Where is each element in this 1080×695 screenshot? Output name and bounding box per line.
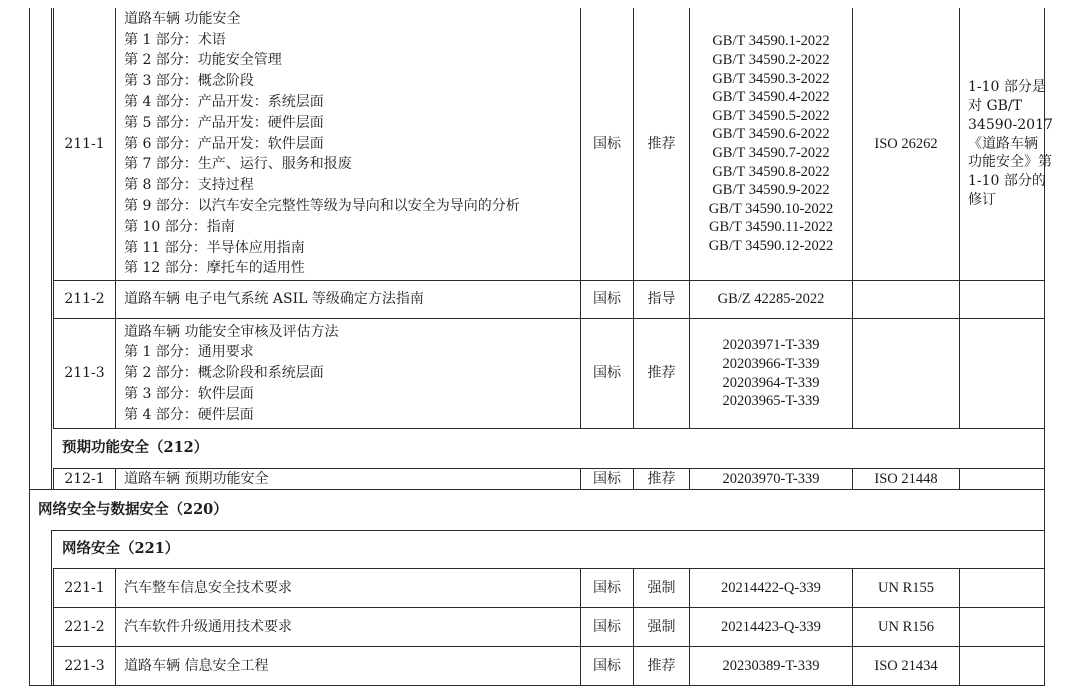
- international-standard: UN R156: [878, 618, 934, 635]
- note-line: 修订: [968, 191, 996, 208]
- col-divider: [959, 568, 960, 686]
- standard-number: [690, 8, 852, 280]
- std-line: GB/T 34590.5-2022: [712, 107, 830, 124]
- std-line: 20203971-T-339: [722, 337, 820, 354]
- standard-number: GB/Z 42285-2022: [717, 291, 825, 308]
- standard-name: 汽车整车信息安全技术要求: [124, 579, 292, 596]
- table-border-left: [29, 8, 30, 686]
- row-id: 211-2: [64, 291, 105, 308]
- standard-name: 道路车辆 预期功能安全: [124, 470, 269, 487]
- international-standard: ISO 26262: [874, 135, 938, 152]
- section-header-221: 网络安全（221）: [62, 540, 180, 558]
- note-line: 34590-2017: [968, 116, 1053, 133]
- name-line: 道路车辆 功能安全: [124, 10, 241, 27]
- std-line: 20203965-T-339: [722, 393, 820, 410]
- standard-number: 20230389-T-339: [722, 657, 820, 674]
- name-line: 第 3 部分：概念阶段: [124, 73, 254, 90]
- standard-type: 国标: [593, 579, 621, 596]
- standard-number: 20214422-Q-339: [721, 579, 821, 596]
- name-line: 第 6 部分：产品开发：软件层面: [124, 135, 324, 152]
- note-line: 1-10 部分的: [968, 173, 1046, 190]
- standard-nature: 推荐: [647, 657, 676, 674]
- name-line: 第 2 部分：概念阶段和系统层面: [124, 365, 324, 382]
- col-divider: [959, 468, 960, 489]
- note-line: 《道路车辆: [968, 135, 1038, 152]
- international-standard: ISO 21448: [874, 470, 938, 487]
- standard-nature: 推荐: [647, 135, 676, 152]
- standard-type: 国标: [593, 618, 621, 635]
- name-line: 第 1 部分：术语: [124, 31, 226, 48]
- standard-type: 国标: [593, 657, 621, 674]
- standard-name: 道路车辆 电子电气系统 ASIL 等级确定方法指南: [124, 291, 424, 308]
- standard-type: 国标: [593, 365, 621, 382]
- std-line: GB/T 34590.2-2022: [712, 52, 830, 69]
- table-border-bottom: [29, 685, 1045, 686]
- row-id: 221-2: [64, 618, 105, 635]
- standard-nature: 指导: [647, 291, 676, 308]
- standard-type: 国标: [593, 135, 621, 152]
- indent-line-level1: [51, 530, 52, 686]
- name-line: 第 2 部分：功能安全管理: [124, 52, 282, 69]
- std-line: GB/T 34590.12-2022: [708, 237, 834, 254]
- row-id: 211-1: [64, 135, 105, 152]
- standard-number: 20214423-Q-339: [721, 618, 821, 635]
- std-line: GB/T 34590.1-2022: [712, 33, 830, 50]
- remark: [968, 8, 1053, 280]
- standard-type: 国标: [593, 470, 621, 487]
- std-line: GB/T 34590.7-2022: [712, 145, 830, 161]
- std-line: GB/T 34590.4-2022: [712, 89, 830, 106]
- international-standard: UN R155: [878, 579, 934, 596]
- standard-type: 国标: [593, 291, 621, 308]
- standard-number: [690, 319, 852, 428]
- std-line: GB/T 34590.8-2022: [712, 163, 830, 180]
- std-line: GB/T 34590.10-2022: [708, 200, 834, 217]
- name-line: 第 12 部分：摩托车的适用性: [124, 260, 305, 277]
- name-line: 第 10 部分：指南: [124, 218, 235, 235]
- standard-name: 道路车辆 信息安全工程: [124, 657, 269, 674]
- standard-nature: 推荐: [647, 365, 676, 382]
- name-line: 第 8 部分：支持过程: [124, 177, 254, 194]
- std-line: GB/T 34590.9-2022: [712, 182, 830, 199]
- table-border-right: [1044, 8, 1045, 686]
- note-line: 功能安全》第: [968, 154, 1052, 171]
- name-line: 第 9 部分：以汽车安全完整性等级为导向和以安全为导向的分析: [124, 197, 520, 214]
- name-line: 第 3 部分：软件层面: [124, 385, 254, 402]
- std-line: GB/T 34590.6-2022: [712, 126, 830, 143]
- standard-name: [124, 8, 579, 280]
- std-line: 20203966-T-339: [722, 355, 820, 372]
- standard-nature: 推荐: [647, 470, 676, 487]
- standard-name: [124, 319, 579, 428]
- row-id: 221-1: [64, 579, 105, 596]
- row-id: 221-3: [64, 657, 105, 674]
- standard-name: 汽车软件升级通用技术要求: [124, 618, 292, 635]
- international-standard: ISO 21434: [874, 657, 938, 674]
- name-line: 第 1 部分：通用要求: [124, 344, 254, 361]
- col-divider: [115, 8, 116, 428]
- name-line: 道路车辆 功能安全审核及评估方法: [124, 323, 339, 340]
- std-line: GB/T 34590.11-2022: [708, 219, 834, 236]
- name-line: 第 11 部分：半导体应用指南: [124, 239, 305, 256]
- standard-number: 20203970-T-339: [722, 470, 820, 487]
- section-header-212: 预期功能安全（212）: [62, 439, 209, 457]
- row-id: 212-1: [64, 470, 105, 487]
- name-line: 第 4 部分：硬件层面: [124, 406, 254, 423]
- section-header-220: 网络安全与数据安全（220）: [38, 500, 228, 518]
- col-divider: [959, 8, 960, 428]
- indent-line-level1: [51, 8, 52, 489]
- standard-nature: 强制: [647, 579, 676, 596]
- note-line: 1-10 部分是: [968, 79, 1046, 96]
- name-line: 第 7 部分：生产、运行、服务和报废: [124, 156, 352, 173]
- col-divider: [115, 568, 116, 686]
- note-line: 对 GB/T: [968, 98, 1022, 114]
- name-line: 第 5 部分：产品开发：硬件层面: [124, 114, 324, 131]
- standard-nature: 强制: [647, 618, 676, 635]
- col-divider: [115, 468, 116, 489]
- name-line: 第 4 部分：产品开发：系统层面: [124, 94, 324, 110]
- row-id: 211-3: [64, 365, 105, 382]
- std-line: GB/T 34590.3-2022: [712, 70, 830, 87]
- std-line: 20203964-T-339: [722, 374, 820, 391]
